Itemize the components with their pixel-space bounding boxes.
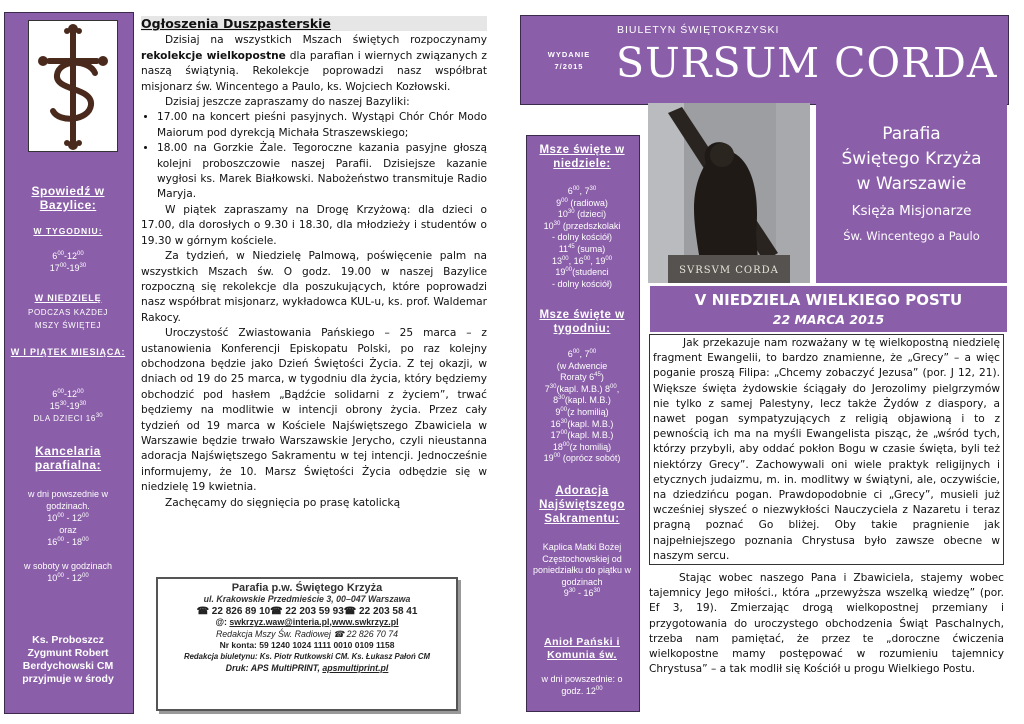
printer-link[interactable]: apsmultiprint.pl [322, 662, 389, 673]
article-p2: Stając wobec naszego Pana i Zbawiciela, stajemy wobec tajemnicy Jego miłości., która „przewyższa wszelką wiedzę” (por. Ef 3, 19). Zmierzając drogą wielkopostnej przemiany i przygotowania do uroczystego obchodzenia Świąt Paschalnych, trzeba nam pamiętać, że przez te „doroczne ćwiczenia wielkopostne mamy postępować w rozumieniu tajemnicy Chrystusa” – a tak modlił się Kościół u progu Wielkiego Postu. [649, 572, 1004, 676]
aniol-heading: Anioł Pański i Komunia św. [544, 636, 620, 661]
statue-photo [648, 103, 810, 283]
msze-tygodniu-times: $6^{00}$, $7^{00}$ (w Adwencie Roraty $6^{45}$) $7^{30}(kapl$. M.B.) $8^{00}$, $8^{30}(kapl$. M.B.) $9^{00}(z$ homilią) $16^{30}(kapl$. M.B.) $17^{00}(kapl$. M.B.) $18^{00}(z$ homilią) $19^{00}$ (oprócz sobót) [543, 349, 621, 464]
announcement-p1: Dzisiaj na wszystkich Mszach świętych rozpoczynamy rekolekcje wielkopostne dla parafian i wiernych związanych z naszą świątynią. Rekolekcje poprowadzi nasz współbrat misjonarz św. Wincentego a Paulo, ks. Wojciech Kozłowski. [141, 34, 487, 93]
kancelaria-heading: Kancelaria parafialna: [34, 444, 102, 472]
parish-address: ul. Krakowskie Przedmieście 3, 00–047 Warszawa [203, 594, 411, 605]
statue-caption: SVRSVM CORDA [679, 265, 779, 276]
proboszcz-info: Ks. Proboszcz Zygmunt Robert Berdychowski CM przyjmuje w środy [22, 634, 114, 685]
piatek-label: W I PIĄTEK MIESIĄCA: [10, 347, 126, 357]
wincentego-line: Św. Wincentego a Paulo [843, 229, 980, 243]
msze-niedziele-heading: Msze święte w niedziele: [539, 144, 625, 170]
article-body [649, 334, 1004, 677]
christ-carrying-cross-image [648, 103, 810, 283]
adoracja-heading: Adoracja Najświętszego Sakramentu: [539, 485, 625, 525]
bulletin-subtitle: BIULETYN ŚWIĘTOKRZYSKI [617, 24, 780, 36]
parish-web: @: swkrzyz.waw@interia.pl,www.swkrzyz.pl [215, 617, 399, 628]
announcement-p4: Za tydzień, w Niedzielę Palmową, poświęcenie palm na wszystkich Mszach św. O godz. 19.00 w naszej Bazylice rozpoczną się rekolekcje dla poszukujących, które poprowadzi nasz współbrat misjonarz, wykładowca KUL-u, ks. prof. Waldemar Rakocy. [141, 250, 487, 324]
parish-contact-box [156, 577, 458, 711]
w-niedziele-label: W NIEDZIELĘ [34, 293, 102, 303]
spowiedz-heading: Spowiedź w Bazylice: [31, 184, 105, 212]
print-info: Druk: APS MultiPRINT, apsmultiprint.pl [225, 662, 389, 673]
ksieza-line: Księża Misjonarze [851, 203, 972, 219]
w-tygodniu-label: W TYGODNIU: [33, 226, 103, 236]
announcements-column [141, 16, 487, 511]
announcement-p5: Uroczystość Zwiastowania Pańskiego – 25 marca – z ustanowienia Konferencji Episkopatu Polski, po raz kolejny obchodzona będzie jako Dzień Świętości Życia. Z tej okazji, w dniach od 19 do 25 marca, w tygodniu dla życia, który będziemy obchodzić pod hasłem „Bądźcie solidarni z życiem”, trwać będziemy na modlitwie w intencji obrony życia. Przez cały tydzień od 19 marca w Kościele Najświętszego Zbawiciela w Warszawie będzie trwało Warszawskie Jerycho, czyli nieustanna adoracja Najświętszego Sakramentu w tej intencji. Jednocześnie informujemy, że 10. Marsz Świętości Życia odbędzie się w niedzielę 19 kwietnia. [141, 327, 487, 494]
bulletin-title: SURSUM CORDA [616, 39, 998, 87]
cross-logo-icon [29, 21, 117, 151]
editors-info: Redakcja biuletynu: Ks. Piotr Rutkowski CM. Ks. Łukasz Pałoń CM [183, 652, 431, 662]
article-text-box [649, 334, 1004, 565]
announcement-p2: Dzisiaj jeszcze zapraszamy do naszej Bazyliki: [165, 96, 410, 109]
radio-mass-info: Redakcja Mszy Św. Radiowej ☎ 22 826 70 74 [215, 628, 399, 639]
msze-niedziele-times: $6^{00}$, $7^{30}$ $9^{00}$ (radiowa) $10^{30}$ (dzieci) $10^{30}$ (przedszkolaki - dolny kościół) $11^{45}$ (suma) $13^{00}$, $16^{00}$, $19^{00}$ $19^{00}(studenci$ - dolny kościół) [543, 186, 621, 289]
website-link[interactable]: www.swkrzyz.pl [331, 617, 399, 628]
bullet-item: • 17.00 na koncert pieśni pasyjnych. Wystąpi Chór Chór Modo Maiorum pod dyrekcją Michała Straszewskiego; [157, 110, 487, 141]
parish-logo [28, 20, 118, 152]
parish-title-box [816, 103, 1007, 283]
article-title: V NIEDZIELA WIELKIEGO POSTU [694, 291, 963, 309]
piatek-times: $6^{00}-12^{00}$ $15^{30}-19^{30}$ DLA DZIECI $16^{30}$ [33, 389, 103, 423]
article-header [650, 286, 1007, 332]
article-p1: Jak przekazuje nam rozważany w tę wielkopostną niedzielę fragment Ewangelii, to bardzo znamienne, że „Grecy” – a więc poganie proszą Filipa: „Chcemy zobaczyć Jezusa” (por. J 12, 21). Większe święta żydowskie ściągały do Jerozolimy pielgrzymów nie tylko z samej Palestyny, lecz także Żydów z diaspory, a nawet pogan sympatyzujących z religią objawioną i to z pewnością ich ma na myśli Ewangelista pisząc, że „wśród tych, którzy przybyli, aby oddać pokłon Bogu w czasie święta, byli też niektórzy Grecy”. Zachowywali oni wiele praktyk religijnych i etycznych judaizmu, m. in. modlitwy w świątyni, ale, oczywiście, na dziedzińcu pogan. Prawdopodobnie ci „Grecy”, musieli już wcześniej słyszeć o niezwykłości Nauczyciela z Nazaretu i teraz pragną poznać Go bliżej. Oby takie pragnienie jak najpełniejszego poznania Chrystusa było zawsze obecne w naszym sercu. [653, 337, 1000, 562]
parafia-line: Parafia Świętego Krzyża w Warszawie [841, 124, 982, 194]
announcement-p6: Zachęcamy do sięgnięcia po prasę katolicką [165, 496, 401, 509]
parish-name: Parafia p.w. Świętego Krzyża [231, 582, 383, 594]
bank-account: Nr konta: 59 1240 1024 1111 0010 0109 1158 [219, 640, 395, 651]
bullet-item: • 18.00 na Gorzkie Żale. Tegoroczne kazania pasyjne głoszą kolejni proboszczowie naszej Parafii. Dzisiejsze kazanie wygłosi ks. Marek Białkowski. Nabożeństwo transmituje Radio Maryja. [157, 141, 487, 203]
announcement-p3: W piątek zapraszamy na Drogę Krzyżową: dla dzieci o 17.00, dla dorosłych o 9.30 i 18.30, dla młodzieży i studentów o 19.30 w górnym kościele. [141, 203, 487, 247]
parish-phones: ☎ 22 826 89 10☎ 22 203 59 93☎ 22 203 58 41 [196, 605, 418, 617]
issue-label: WYDANIE 7/2015 [547, 50, 591, 71]
article-date: 22 MARCA 2015 [772, 312, 885, 327]
aniol-info: w dni powszednie: o godz. $12^{00}$ [541, 674, 623, 696]
announcement-bullets [141, 110, 487, 202]
email-link[interactable]: swkrzyz.waw@interia.pl [229, 617, 330, 628]
tygodniu-times: $6^{00}-12^{00}$ $17^{00}-19^{30}$ [49, 251, 87, 273]
podczas-label: PODCZAS KAŻDEJ MSZY ŚWIĘTEJ [28, 308, 108, 330]
msze-tygodniu-heading: Msze święte w tygodniu: [539, 309, 625, 335]
adoracja-info: Kaplica Matki Bożej Częstochowskiej od poniedziałku do piątku w godzinach $9^{30} - 16^{30}$ [532, 542, 632, 599]
kancelaria-hours: w dni powszednie w godzinach. $10^{00} - 12^{00}$ oraz $16^{00} - 18^{00}$ w soboty w godzinach $10^{00} - 12^{00}$ [23, 489, 113, 583]
announcements-title: Ogłoszenia Duszpasterskie [141, 16, 487, 31]
